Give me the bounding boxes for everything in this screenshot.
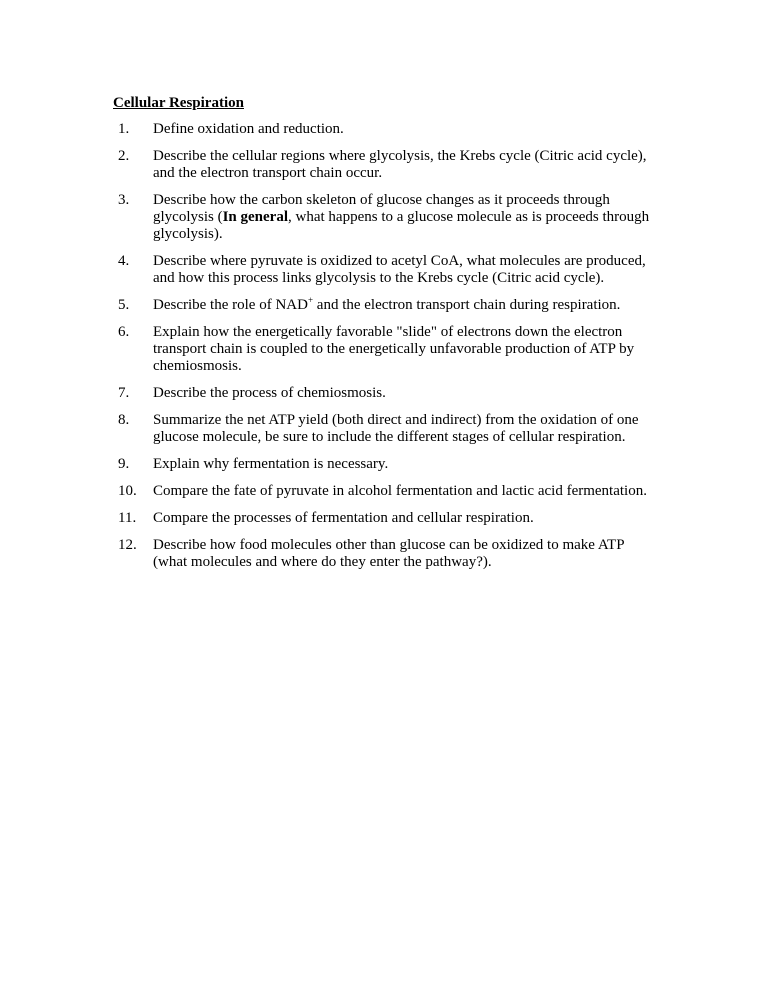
- question-number: 12.: [118, 537, 137, 553]
- question-list: [118, 121, 658, 581]
- question-number: 4.: [118, 253, 130, 269]
- list-item: [118, 253, 658, 287]
- question-text: Explain why fermentation is necessary.: [153, 456, 389, 472]
- question-number: 10.: [118, 483, 137, 499]
- list-item: [118, 297, 658, 314]
- list-item: [118, 192, 658, 243]
- emphasis-text: In general: [222, 209, 289, 225]
- question-text: Describe where pyruvate is oxidized to acetyl CoA, what molecules are produced, and how this process links glycolysis to the Krebs cycle (Citric acid cycle).: [153, 253, 646, 286]
- question-text: Describe how food molecules other than glucose can be oxidized to make ATP (what molecules and where do they enter the pathway?).: [153, 537, 624, 570]
- question-text: Summarize the net ATP yield (both direct and indirect) from the oxidation of one glucose molecule, be sure to include the different stages of cellular respiration.: [153, 412, 639, 445]
- question-text: [153, 297, 658, 314]
- question-text-part: Describe the role of NAD: [153, 297, 308, 313]
- question-number: 11.: [118, 510, 137, 526]
- question-number: 6.: [118, 324, 130, 340]
- list-item: [118, 385, 658, 402]
- list-item: [118, 510, 658, 527]
- question-text-part: and the electron transport chain during respiration.: [313, 297, 621, 313]
- question-number: 7.: [118, 385, 130, 401]
- question-text: Describe the process of chemiosmosis.: [153, 385, 386, 401]
- document-title: Cellular Respiration: [113, 95, 244, 111]
- question-number: 5.: [118, 297, 130, 313]
- question-number: 2.: [118, 148, 130, 164]
- question-number: 8.: [118, 412, 130, 428]
- question-text: Compare the processes of fermentation and cellular respiration.: [153, 510, 534, 526]
- question-text: [153, 192, 658, 243]
- list-item: [118, 537, 658, 571]
- question-number: 3.: [118, 192, 130, 208]
- list-item: [118, 121, 658, 138]
- list-item: [118, 456, 658, 473]
- superscript-plus: +: [307, 295, 314, 305]
- list-item: [118, 483, 658, 500]
- question-number: 1.: [118, 121, 130, 137]
- question-text-part: Describe how the carbon skeleton of glucose changes as it proceeds through glycolysis (: [153, 192, 610, 225]
- list-item: [118, 412, 658, 446]
- question-text-part: , what happens to a glucose molecule as is proceeds through glycolysis).: [153, 209, 650, 242]
- question-text: Explain how the energetically favorable "slide" of electrons down the electron transport chain is coupled to the energetically unfavorable production of ATP by chemiosmosis.: [153, 324, 635, 374]
- question-text: Describe the cellular regions where glycolysis, the Krebs cycle (Citric acid cycle), and the electron transport chain occur.: [153, 148, 647, 181]
- list-item: [118, 324, 658, 375]
- list-item: [118, 148, 658, 182]
- question-number: 9.: [118, 456, 130, 472]
- question-text: Compare the fate of pyruvate in alcohol fermentation and lactic acid fermentation.: [153, 483, 647, 499]
- question-text: Define oxidation and reduction.: [153, 121, 344, 137]
